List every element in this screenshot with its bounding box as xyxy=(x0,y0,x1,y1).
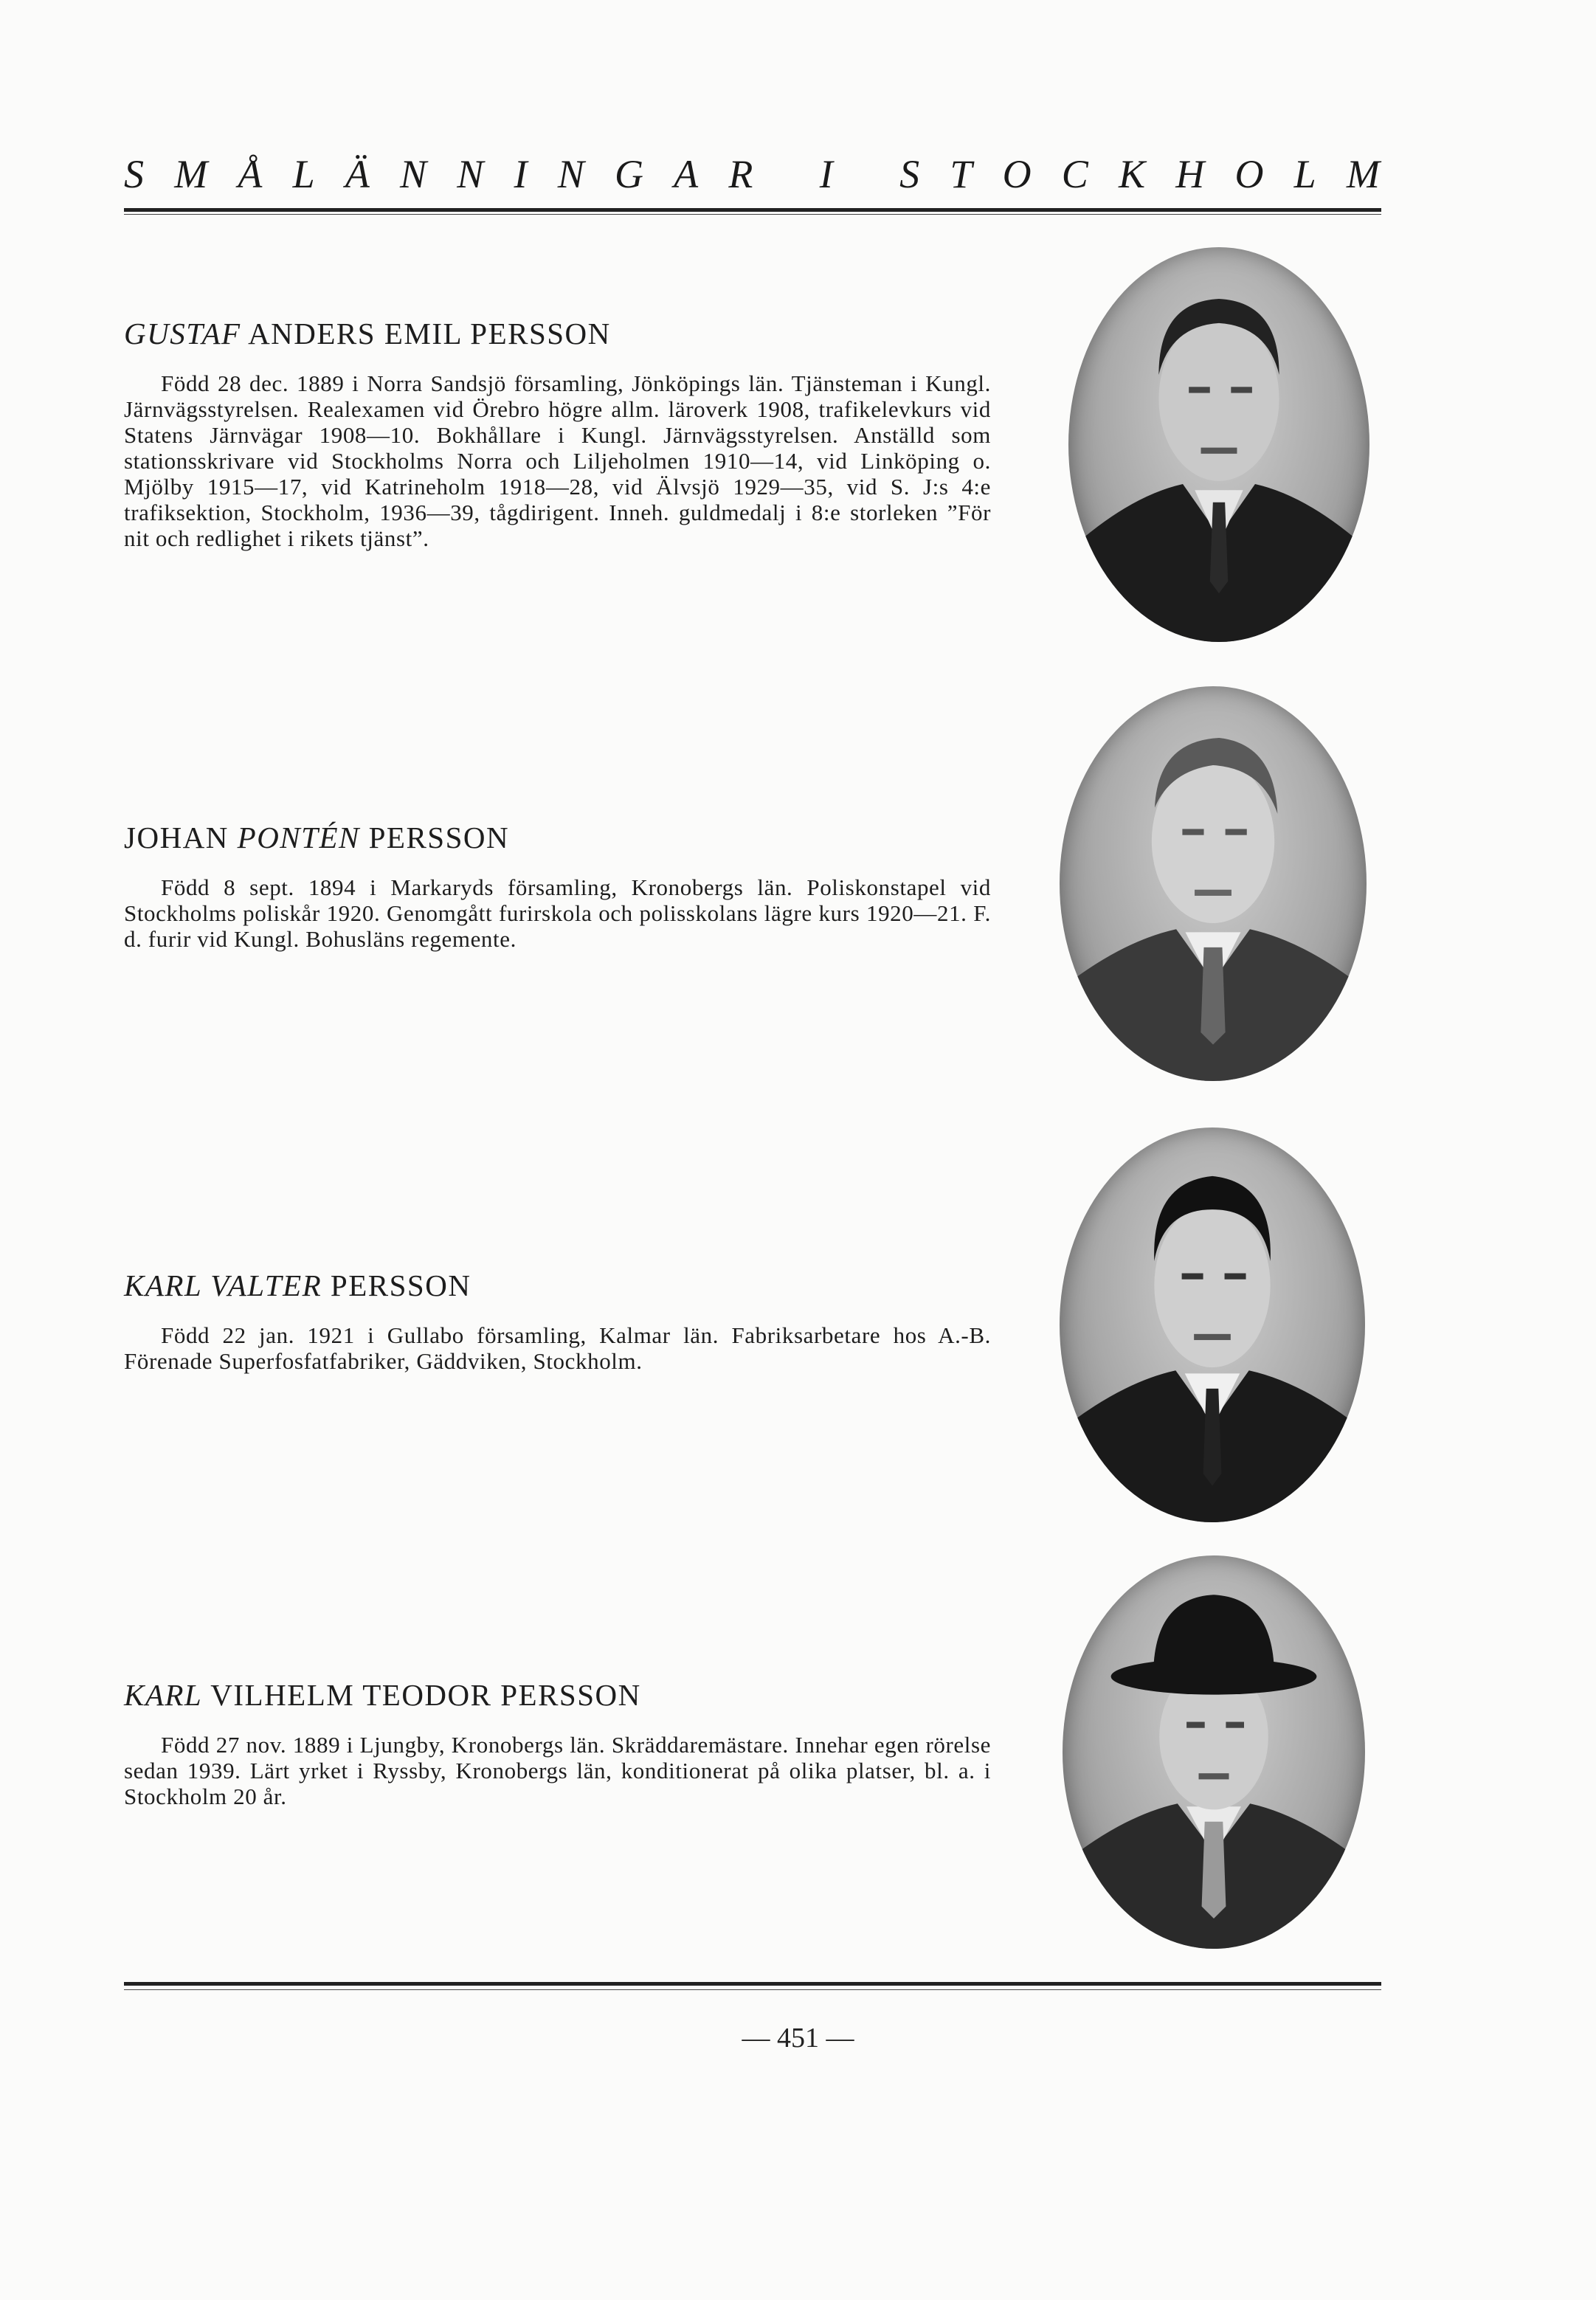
header-letter: O xyxy=(1234,152,1265,196)
page-number: — 451 — xyxy=(742,2023,854,2054)
portrait-photo-4 xyxy=(1063,1555,1365,1949)
header-letter: M xyxy=(1346,152,1381,196)
header-letter: N xyxy=(557,152,586,196)
footer-rule-thin xyxy=(124,1989,1381,1990)
entry-gustaf-persson xyxy=(124,316,991,551)
header-letter xyxy=(784,151,791,197)
header-letter: N xyxy=(457,152,486,196)
header-letter: O xyxy=(1002,152,1033,196)
entry-karl-valter-persson xyxy=(124,1268,991,1374)
portrait-photo-1 xyxy=(1068,247,1369,642)
header-letter: M xyxy=(174,152,210,196)
entry-name: KARL VALTER PERSSON xyxy=(124,1268,471,1302)
header-letter xyxy=(863,151,871,197)
entry-karl-vilhelm-teodor-persson xyxy=(124,1677,991,1809)
header-letter: S xyxy=(124,152,145,196)
entry-biography: Född 22 jan. 1921 i Gullabo församling, Kalmar län. Fabriksarbetare hos A.-B. Förenade Superfosfatfabriker, Gäddviken, Stockholm. xyxy=(124,1322,991,1374)
header-letter: L xyxy=(292,152,317,196)
entry-biography: Född 28 dec. 1889 i Norra Sandsjö församling, Jönköpings län. Tjänsteman i Kungl. Järnvägsstyrelsen. Realexamen vid Örebro högre allm. läroverk 1908, trafikelevkurs vid Statens Järnvägar 1908—10. Bokhållare i Kungl. Järnvägsstyrelsen. Anställd som stationsskrivare vid Stockholms Norra och Liljeholmen 1910—14, vid Linköping o. Mjölby 1915—17, vid Katrineholm 1918—28, vid Älvsjö 1929—35, vid S. J:s 4:e trafiksektion, Stockholm, 1936—39, tågdirigent. Inneh. guldmedalj i 8:e storleken ”För nit och redlighet i rikets tjänst”. xyxy=(124,370,991,551)
portrait-photo-2 xyxy=(1060,686,1367,1081)
entry-name: GUSTAF ANDERS EMIL PERSSON xyxy=(124,317,611,350)
entry-biography: Född 27 nov. 1889 i Ljungby, Kronobergs län. Skräddaremästare. Innehar egen rörelse sedan 1939. Lärt yrket i Ryssby, Kronobergs län, konditionerat på olika platser, bl. a. i Stockholm 20 år. xyxy=(124,1732,991,1809)
entry-name: JOHAN PONTÉN PERSSON xyxy=(124,821,510,854)
header-letter: N xyxy=(400,152,429,196)
header-letter: Ä xyxy=(345,152,371,196)
header-letter: L xyxy=(1293,152,1318,196)
header-letter: I xyxy=(514,152,529,196)
portrait-photo-3 xyxy=(1060,1127,1365,1522)
header-letter: S xyxy=(899,152,922,196)
header-rule xyxy=(124,208,1381,212)
header-letter: Å xyxy=(238,152,264,196)
header-letter: H xyxy=(1175,152,1206,196)
entry-name: KARL VILHELM TEODOR PERSSON xyxy=(124,1678,641,1712)
header-letter: T xyxy=(950,152,974,196)
header-letter: G xyxy=(614,152,645,196)
header-letter: R xyxy=(728,152,755,196)
header-letter: I xyxy=(819,152,835,196)
header-letter: K xyxy=(1119,152,1147,196)
running-header xyxy=(124,151,1381,197)
entry-biography: Född 8 sept. 1894 i Markaryds församling, Kronobergs län. Poliskonstapel vid Stockholms poliskår 1920. Genomgått furirskola och polisskolans lägre kurs 1920—21. F. d. furir vid Kungl. Bohusläns regemente. xyxy=(124,874,991,952)
header-rule-thin xyxy=(124,214,1381,215)
entry-johan-ponten-persson xyxy=(124,820,991,952)
header-letter: C xyxy=(1061,152,1090,196)
header-letter: A xyxy=(674,152,700,196)
footer-rule xyxy=(124,1982,1381,1986)
